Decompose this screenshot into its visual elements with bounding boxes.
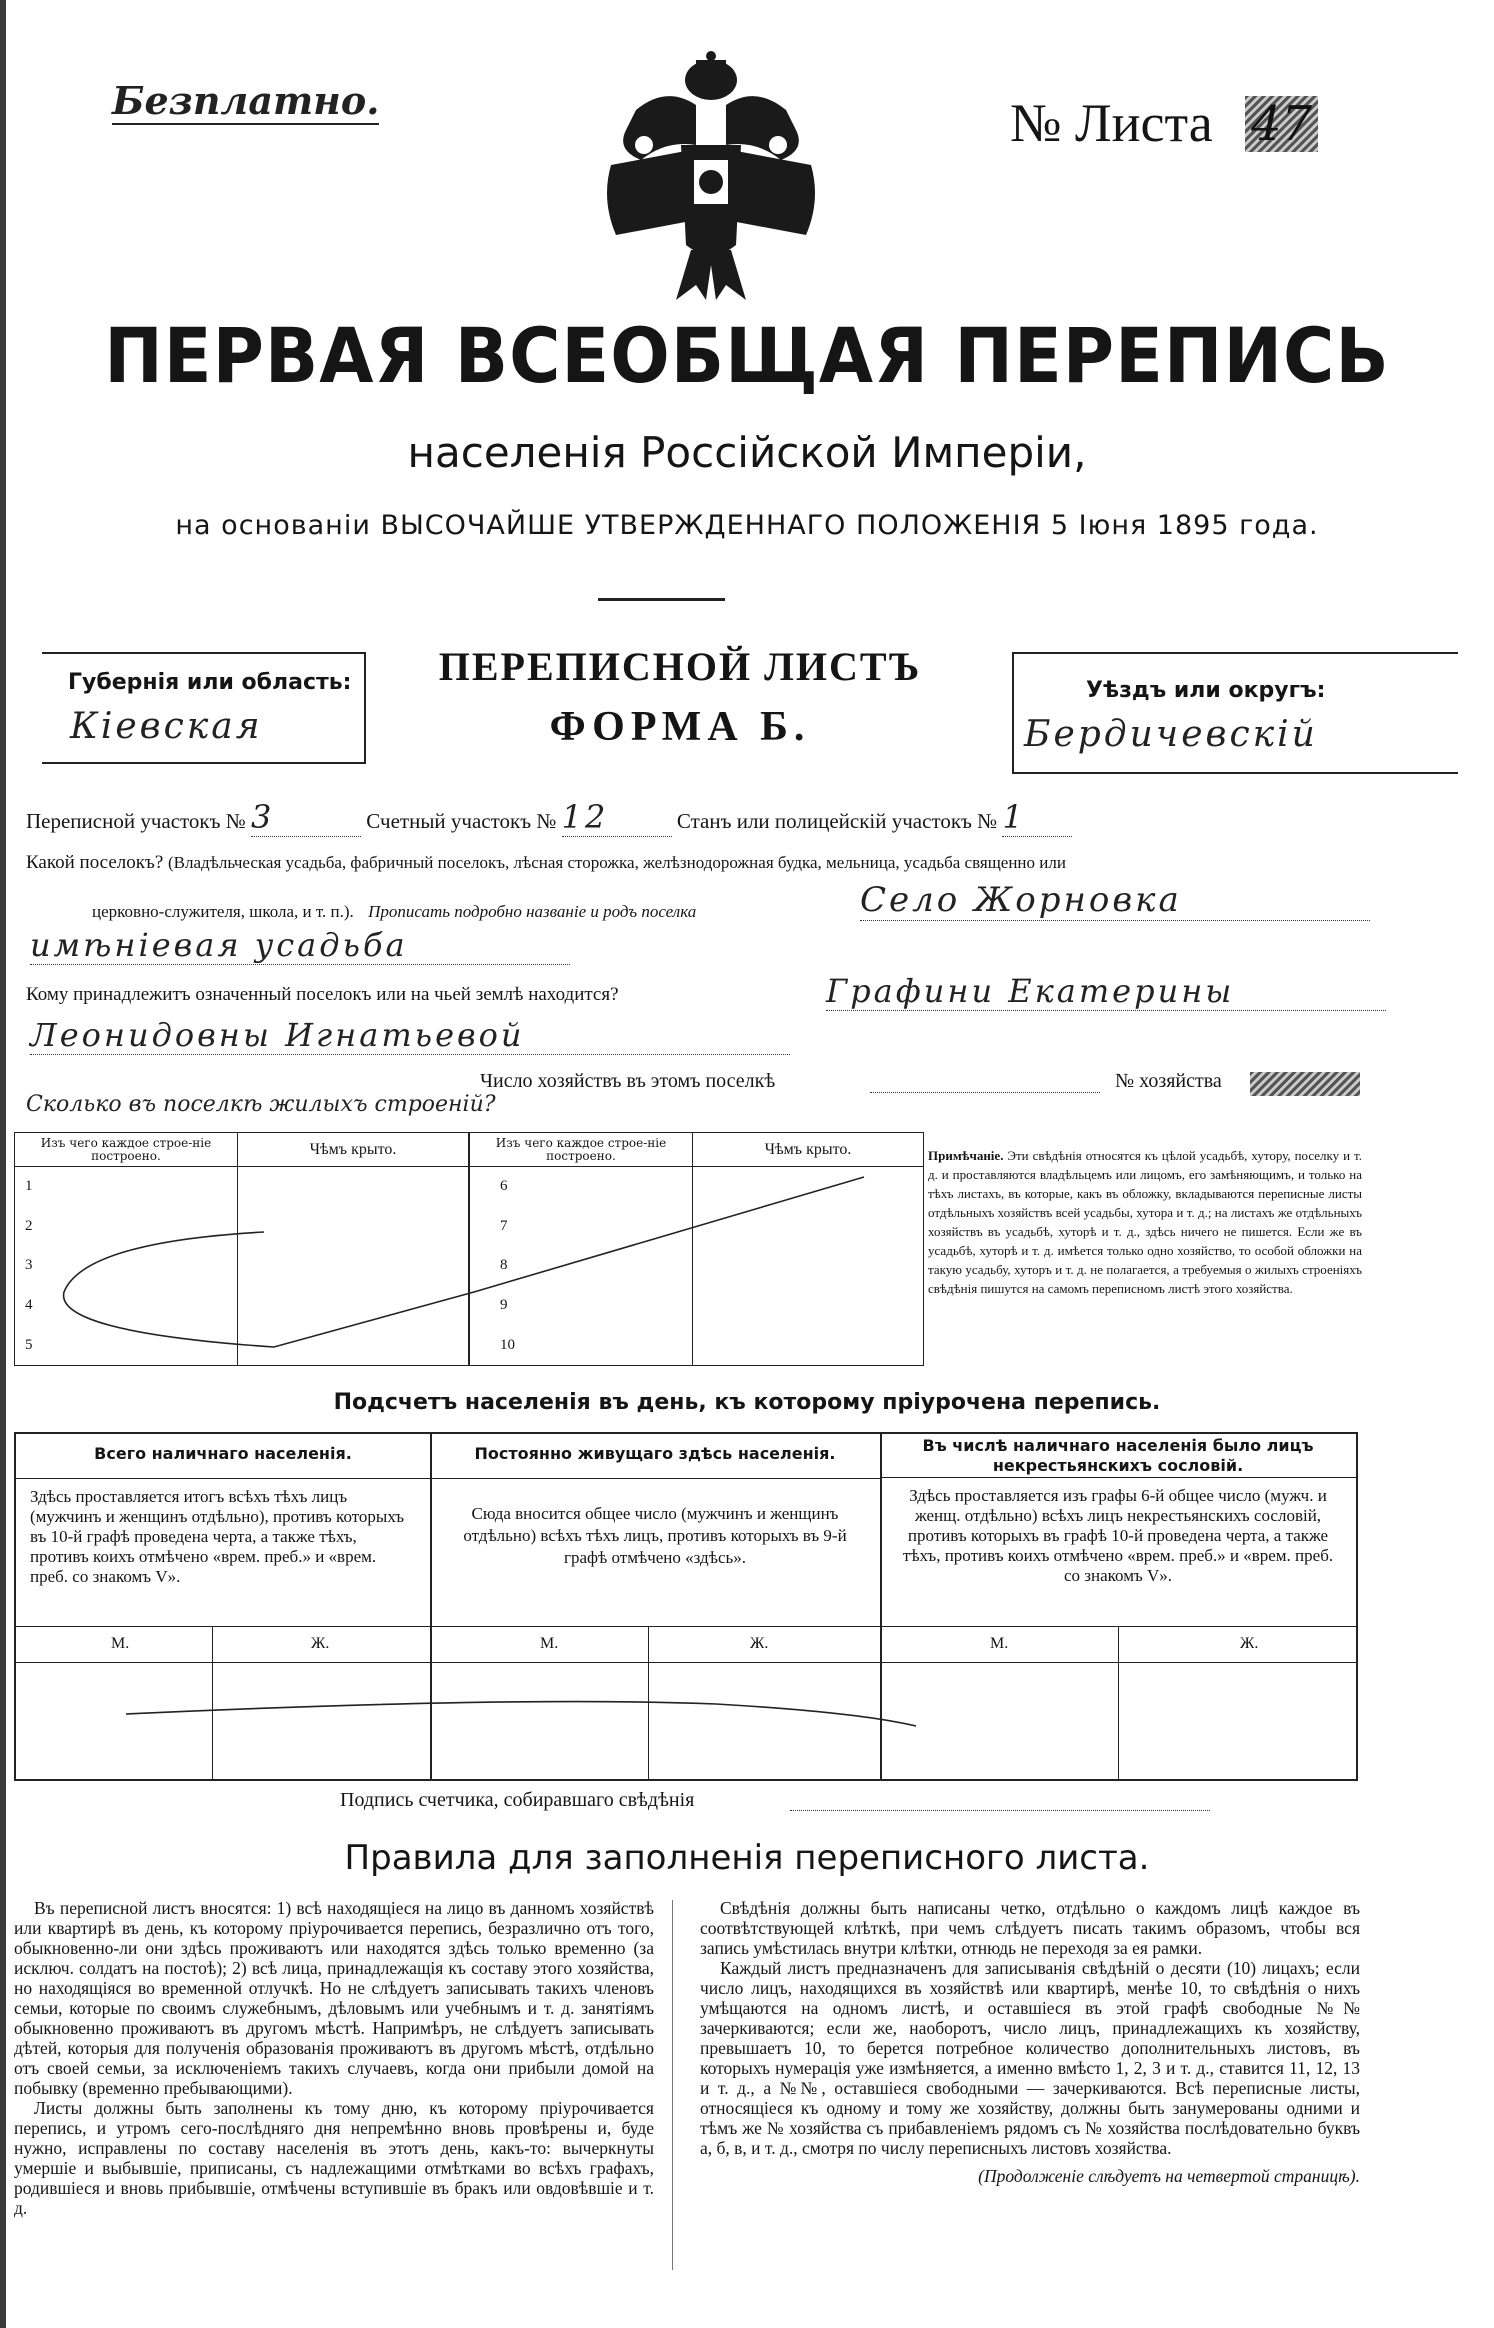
- census-district-label: Переписной участокъ №: [26, 809, 246, 833]
- count-district-value: 12: [562, 798, 672, 837]
- settlement-question-row: [26, 852, 1066, 874]
- strike-through-mark: [14, 1132, 924, 1366]
- rules-title: Правила для заполненія переписного листа.: [344, 1838, 1150, 1878]
- material-header: Изъ чего каждое строе-ніе построено.: [15, 1133, 238, 1167]
- building-row-num: 10: [470, 1325, 693, 1365]
- households-value: [870, 1092, 1100, 1093]
- population-col-title: Всего наличнаго населенія.: [16, 1434, 430, 1479]
- female-label: Ж.: [750, 1635, 769, 1652]
- settlement-hint-row-2: [92, 902, 696, 922]
- buildings-label: Сколько въ поселкѣ жилыхъ строеній?: [26, 1092, 496, 1117]
- buildings-table: [14, 1132, 924, 1366]
- form-type: ФОРМА Б.: [549, 704, 811, 750]
- rules-right-p1: Свѣдѣнія должны быть написаны четко, отдѣльно о каждомъ лицѣ каждое въ соотвѣтствующей клѣткѣ, при чемъ слѣдуетъ писать такимъ образомъ, чтобы вся запись умѣстилась внутри клѣтки, отнюдь не переходя за ея рамки.: [700, 1898, 1360, 1958]
- legal-basis: на основаніи ВЫСОЧАЙШЕ УТВЕРЖДЕННАГО ПОЛОЖЕНІЯ 5 Іюня 1895 года.: [175, 510, 1319, 541]
- household-number-value: [1250, 1072, 1360, 1096]
- material-header: Изъ чего каждое строе-ніе построено.: [470, 1133, 693, 1167]
- sheet-number-value: 47: [1245, 96, 1318, 152]
- building-row-num: 5: [15, 1325, 238, 1365]
- rules-right-p2: Каждый листъ предназначенъ для записыванія свѣдѣній о десяти (10) лицахъ; если число лицъ, находящихся въ хозяйствѣ или квартирѣ, менѣе 10, то свѣдѣнія о нихъ умѣщаются на одномъ листѣ, и оставшіеся въ этой графѣ свободные №№ зачеркиваются; если же, наоборотъ, число лицъ, принадлежащихъ къ хозяйству, превышаетъ 10, то берется потребное количество дополнительныхъ листовъ, въ которыхъ нумерація уже измѣняется, а именно вмѣсто 1, 2, 3 и т. д., ставится 11, 12, 13 и т. д., а №№, оставшіеся свободными — зачеркиваются. Всѣ переписные листы, относящіеся къ одному и тому же хозяйству, должны быть занумерованы одними и тѣмъ же № хозяйства съ прибавленіемъ рядомъ съ № хозяйства послѣдовательно буквъ а, б, в, и т. д., смотря по числу переписныхъ листовъ хозяйства.: [700, 1958, 1360, 2158]
- double-headed-eagle-emblem: [596, 50, 826, 305]
- population-col-text: Здѣсь проставляется изъ графы 6-й общее число (мужч. и женщ. отдѣльно) всѣхъ лицъ некрестьянскихъ сословій, противъ которыхъ въ графѣ 10-й проведена черта, а также тѣхъ, противъ коихъ отмѣчено «врем. преб.» и «врем. преб. со знакомъ V».: [902, 1486, 1334, 1585]
- owner-value-1: Графини Екатерины: [826, 972, 1386, 1011]
- population-col-text: Сюда вносится общее число (мужчинъ и женщинъ отдѣльно) всѣхъ тѣхъ лицъ, противъ которыхъ въ 9-й графѣ отмѣчено «здѣсь».: [463, 1504, 847, 1567]
- settlement-hint: (Владѣльческая усадьба, фабричный поселокъ, лѣсная сторожка, желѣзнодорожная будка, мельница, усадьба священно или: [168, 853, 1066, 872]
- province-value: Кіевская: [70, 706, 263, 747]
- population-col-text: Здѣсь проставляется итогъ всѣхъ тѣхъ лицъ (мужчинъ и женщинъ отдѣльно), противъ которыхъ въ 10-й графѣ проведена черта, а также тѣхъ, противъ коихъ отмѣчено «врем. преб.» и «врем. преб. со знакомъ V».: [30, 1487, 404, 1586]
- rules-continued: (Продолженіе слѣдуетъ на четвертой страницѣ).: [978, 2166, 1360, 2186]
- rules-right-column: [700, 1898, 1360, 2186]
- settlement-value-2: имѣніевая усадьба: [30, 926, 570, 965]
- population-col-title: Постоянно живущаго здѣсь населенія.: [430, 1434, 880, 1479]
- rules-divider: [672, 1900, 673, 2270]
- police-district-value: 1: [1002, 798, 1072, 837]
- strike-through-mark: [16, 1434, 1356, 1779]
- population-table: [14, 1432, 1358, 1781]
- roof-header: Чѣмъ крыто.: [238, 1133, 469, 1167]
- free-label: Безплатно.: [112, 78, 380, 123]
- building-row-num: 1: [15, 1167, 238, 1207]
- sheet-number-label: № Листа: [1010, 93, 1213, 153]
- rules-left-p2: Листы должны быть заполнены къ тому дню, къ которому пріурочивается перепись, и утромъ сего-послѣдняго дня непремѣнно вновь провѣрены и, буде нужно, исправлены по составу населенія въ этотъ день, какъ-то: вычеркнуты умершіе и выбывшіе, приписаны, съ надлежащими отмѣтками во всѣхъ графахъ, родившіеся и вновь прибывшіе, отмѣчены вступившіе въ бракъ или овдовѣвшіе и т. д.: [14, 2098, 654, 2218]
- header-divider: [598, 598, 725, 601]
- households-label: Число хозяйствъ въ этомъ поселкѣ: [480, 1070, 776, 1092]
- note-title: Примѣчаніе.: [928, 1148, 1004, 1163]
- building-row-num: 9: [470, 1286, 693, 1325]
- note-text: Эти свѣдѣнія относятся къ цѣлой усадьбѣ, хутору, поселку и т. д. и проставляются владѣльцемъ или лицомъ, его замѣняющимъ, и только на тѣхъ листахъ, въ которые, какъ въ обложку, вкладываются переписные листы отдѣльныхъ хозяйствъ всей усадьбы, хутора и т. д.; на листахъ же отдѣльныхъ хозяйствъ въ усадьбѣ, хуторѣ и т. д., здѣсь ничего не пишется. Если же въ усадьбѣ, хуторѣ и т. д. имѣется только одно хозяйство, то особой обложки на такую усадьбу, хуторъ и т. д. не полагается, а требуемыя о жилыхъ строеніяхъ свѣдѣнія пишутся на самомъ переписномъ листѣ этого хозяйства.: [928, 1148, 1362, 1296]
- owner-value-2: Леонидовны Игнатьевой: [30, 1016, 790, 1055]
- district-label: Уѣздъ или округъ:: [1086, 678, 1326, 703]
- building-row-num: 6: [470, 1167, 693, 1207]
- form-title: ПЕРЕПИСНОЙ ЛИСТЪ: [438, 644, 922, 689]
- female-label: Ж.: [1240, 1635, 1259, 1652]
- police-district-label: Станъ или полицейскій участокъ №: [676, 809, 998, 833]
- owner-question: Кому принадлежитъ означенный поселокъ или на чьей землѣ находится?: [26, 984, 619, 1005]
- building-row-num: 3: [15, 1246, 238, 1285]
- buildings-note: [928, 1146, 1362, 1298]
- rules-left-p1: Въ переписной листъ вносятся: 1) всѣ находящіеся на лицо въ данномъ хозяйствѣ или квартирѣ въ день, къ которому пріурочивается перепись, безразлично отъ того, обыкновенно-ли они здѣсь проживаютъ или находятся здѣсь только временно (за исключ. солдатъ на постоѣ); 2) всѣ лица, принадлежащія къ составу этого хозяйства, но находящіяся во временной отлучкѣ. Но не слѣдуетъ записывать такихъ членовъ семьи, которые по своимъ служебнымъ, дѣловымъ или учебнымъ и т. д. занятіямъ обыкновенно проживаютъ въ другомъ мѣстѣ. Напримѣръ, не слѣдуетъ записывать дѣтей, которыя для полученія образованія проживаютъ въ другомъ мѣстѣ, отдѣльно отъ своей семьи, за исключеніемъ такихъ случаевъ, когда они прибыли домой на побывку (временно пребывающими).: [14, 1898, 654, 2098]
- male-label: М.: [540, 1635, 559, 1652]
- rules-left-column: [14, 1898, 654, 2218]
- signature-line: [790, 1810, 1210, 1811]
- settlement-value-1: Село Жорновка: [860, 880, 1370, 921]
- census-district-row: [26, 798, 1072, 837]
- building-row-num: 4: [15, 1286, 238, 1325]
- household-number-label: № хозяйства: [1115, 1070, 1222, 1092]
- province-box: [42, 652, 366, 764]
- province-label: Губернія или область:: [68, 670, 352, 695]
- population-heading: Подсчетъ населенія въ день, къ которому пріурочена перепись.: [333, 1390, 1161, 1415]
- building-row-num: 7: [470, 1207, 693, 1246]
- settlement-instruction: Прописать подробно названіе и родъ поселка: [368, 902, 697, 921]
- count-district-label: Счетный участокъ №: [366, 809, 557, 833]
- settlement-hint-2: церковно-служителя, школа, и т. п.).: [92, 902, 354, 921]
- district-value: Бердичевскій: [1024, 714, 1318, 755]
- roof-header: Чѣмъ крыто.: [693, 1133, 924, 1167]
- census-district-value: 3: [251, 798, 361, 837]
- building-row-num: 2: [15, 1207, 238, 1246]
- district-box: [1012, 652, 1458, 774]
- male-label: М.: [990, 1635, 1009, 1652]
- settlement-question: Какой поселокъ?: [26, 852, 164, 873]
- signature-label: Подпись счетчика, собиравшаго свѣдѣнія: [340, 1789, 695, 1811]
- page-subtitle: населенія Россійской Имперіи,: [407, 428, 1087, 477]
- page-title: ПЕРВАЯ ВСЕОБЩАЯ ПЕРЕПИСЬ: [104, 311, 1390, 401]
- female-label: Ж.: [311, 1635, 330, 1652]
- building-row-num: 8: [470, 1246, 693, 1285]
- male-label: М.: [111, 1635, 130, 1652]
- population-col-title: Въ числѣ наличнаго населенія было лицъ некрестьянскихъ сословій.: [880, 1434, 1356, 1478]
